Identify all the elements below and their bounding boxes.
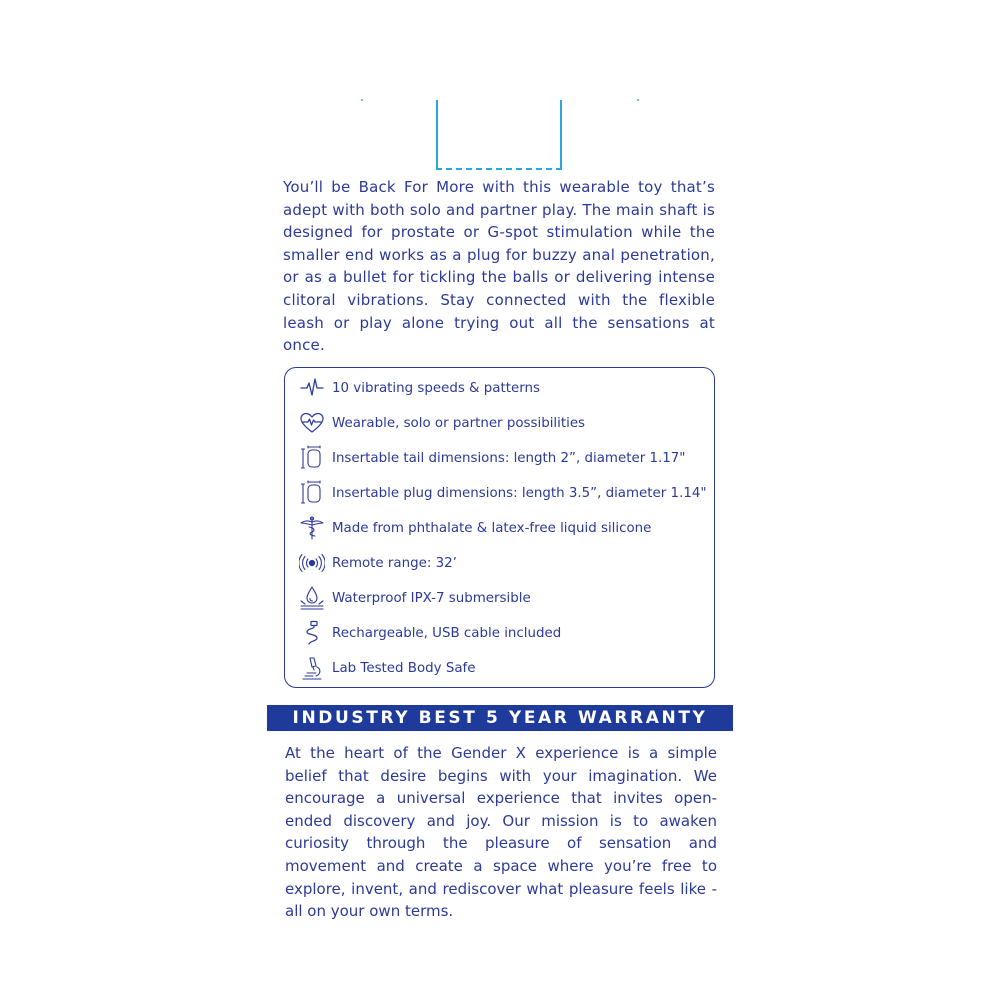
dimensions-icon [299, 480, 325, 506]
feature-label: Lab Tested Body Safe [332, 660, 476, 676]
product-description: You’ll be Back For More with this wearable toy that’s adept with both solo and partner play. The main shaft is designed for prostate or G-spot stimulation while the smaller end works as a plug for buzzy anal penetration, or as a bullet for tickling the balls or delivering intense clitoral vibrations. Stay connected with the flexible leash or play alone trying out all the sensations at once. [283, 178, 715, 355]
feature-item [299, 515, 651, 541]
feature-item [299, 620, 561, 646]
warranty-banner-text: INDUSTRY BEST 5 YEAR WARRANTY [292, 708, 708, 728]
feature-label: Insertable plug dimensions: length 3.5”, diameter 1.14" [332, 485, 707, 501]
feature-label: Waterproof IPX-7 submersible [332, 590, 531, 606]
feature-label: 10 vibrating speeds & patterns [332, 380, 540, 396]
usb-cable-icon [299, 620, 325, 646]
decorative-dot-right [637, 99, 639, 101]
product-image-frame [436, 100, 562, 170]
warranty-banner [267, 705, 733, 731]
pulse-icon [299, 375, 325, 401]
feature-item [299, 550, 457, 576]
caduceus-icon [299, 515, 325, 541]
decorative-dot-left [361, 99, 363, 101]
feature-label: Rechargeable, USB cable included [332, 625, 562, 641]
feature-label: Insertable tail dimensions: length 2”, diameter 1.17" [332, 450, 686, 466]
feature-item [299, 410, 585, 436]
feature-item [299, 655, 476, 681]
feature-label: Remote range: 32’ [332, 555, 457, 571]
features-box [284, 367, 715, 688]
feature-item [299, 585, 531, 611]
feature-label: Made from phthalate & latex-free liquid silicone [332, 520, 652, 536]
feature-item [299, 445, 685, 471]
feature-item [299, 375, 540, 401]
brand-statement: At the heart of the Gender X experience is a simple belief that desire begins with your imagination. We encourage a universal experience that invites open-ended discovery and joy. Our mission is to awaken curiosity through the pleasure of sensation and movement and create a space where you’re free to explore, invent, and rediscover what pleasure feels like - all on your own terms. [285, 744, 717, 921]
heart-pulse-icon [299, 410, 325, 436]
water-drop-icon [299, 585, 325, 611]
microscope-icon [299, 655, 325, 681]
remote-signal-icon [299, 550, 325, 576]
feature-item [299, 480, 707, 506]
feature-label: Wearable, solo or partner possibilities [332, 415, 586, 431]
dimensions-icon [299, 445, 325, 471]
